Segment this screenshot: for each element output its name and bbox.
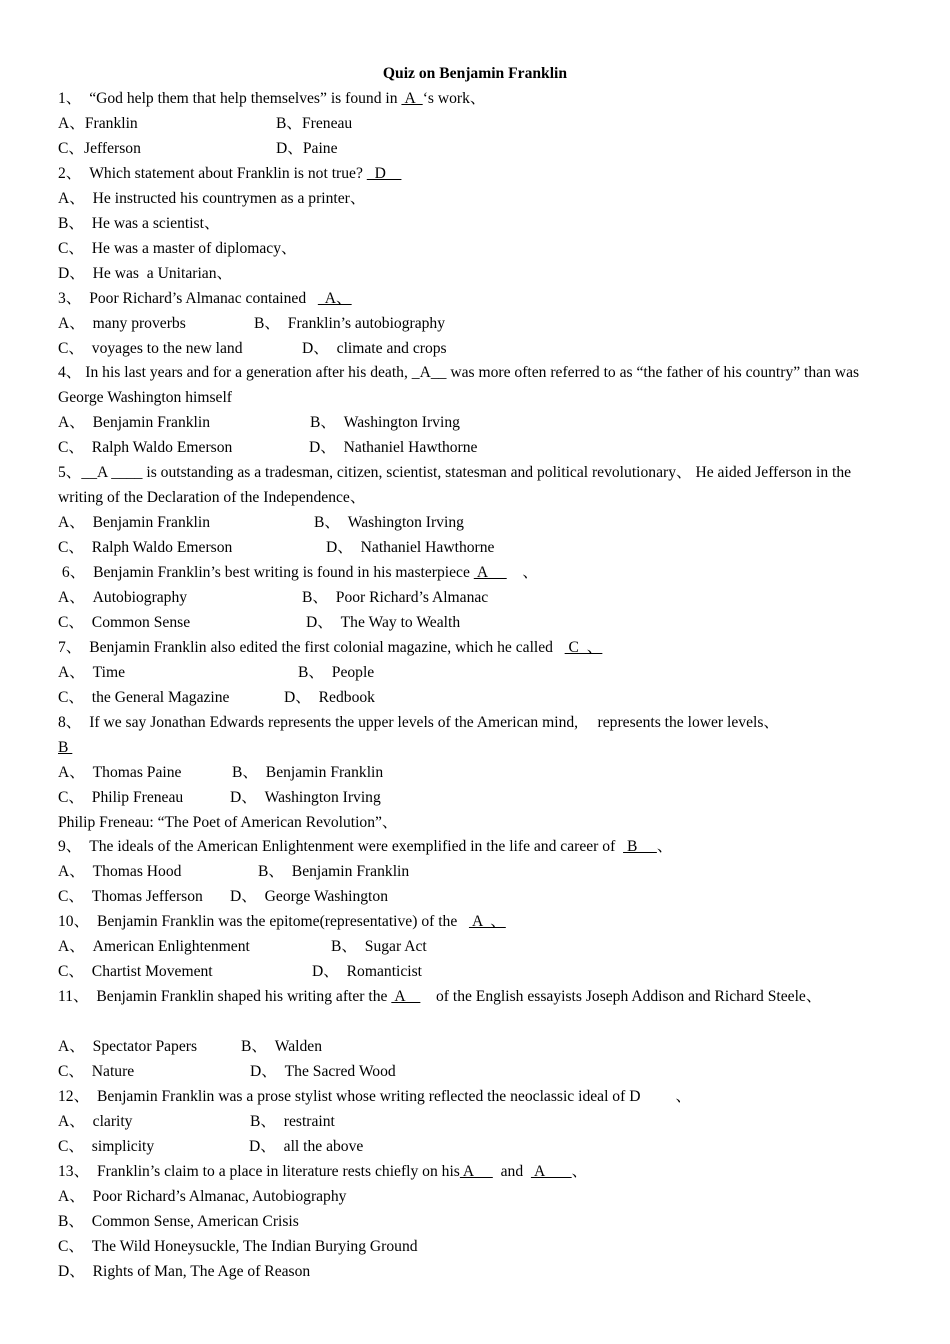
q5-option-c: C、 Ralph Waldo Emerson xyxy=(58,539,233,556)
question-2 xyxy=(58,164,401,184)
question-1-tail: ‘s work、 xyxy=(422,90,486,107)
q6-option-b: B、 Poor Richard’s Almanac xyxy=(302,589,489,606)
question-3-text: 3、 Poor Richard’s Almanac contained xyxy=(58,290,318,307)
question-6-tail: 、 xyxy=(506,564,538,581)
q12-option-a: A、 clarity xyxy=(58,1113,133,1130)
q1-option-d: D、Paine xyxy=(276,140,338,157)
q6-option-c: C、 Common Sense xyxy=(58,614,191,631)
q3-option-c: C、 voyages to the new land xyxy=(58,340,243,357)
q4-option-b: B、 Washington Irving xyxy=(310,414,460,431)
question-7 xyxy=(58,638,602,658)
question-6 xyxy=(58,563,538,583)
q13-option-d: D、 Rights of Man, The Age of Reason xyxy=(58,1263,311,1280)
note-line: Philip Freneau: “The Poet of American Revolution”、 xyxy=(58,814,398,831)
question-13-answer-1: A xyxy=(459,1163,493,1180)
question-13 xyxy=(58,1162,587,1182)
question-11-tail: of the English essayists Joseph Addison and Richard Steele、 xyxy=(420,988,822,1005)
q5-option-d: D、 Nathaniel Hawthorne xyxy=(326,539,495,556)
q12-option-b: B、 restraint xyxy=(250,1113,335,1130)
q8-option-c: C、 Philip Freneau xyxy=(58,789,184,806)
question-13-answer-2: A xyxy=(530,1163,572,1180)
question-8-answer: B xyxy=(58,739,73,756)
question-3 xyxy=(58,289,352,309)
q2-option-d: D、 He was a Unitarian、 xyxy=(58,265,233,282)
question-3-answer: A、 xyxy=(317,290,352,307)
page-title: Quiz on Benjamin Franklin xyxy=(382,65,568,82)
question-9-tail: 、 xyxy=(656,838,673,855)
q7-option-d: D、 Redbook xyxy=(284,689,375,706)
question-2-text: 2、 Which statement about Franklin is not true? xyxy=(58,165,367,182)
q9-option-d: D、 George Washington xyxy=(230,888,388,905)
q3-option-b: B、 Franklin’s autobiography xyxy=(254,315,446,332)
q3-option-d: D、 climate and crops xyxy=(302,340,447,357)
question-7-answer: C 、 xyxy=(564,639,603,656)
q8-option-a: A、 Thomas Paine xyxy=(58,764,182,781)
question-6-text: 6、 Benjamin Franklin’s best writing is found in his masterpiece xyxy=(58,564,474,581)
q11-option-c: C、 Nature xyxy=(58,1063,135,1080)
question-5: 5、__A ____ is outstanding as a tradesman, citizen, scientist, statesman and political revolutionary、 He aided Jefferson in the writing of the Declaration of the Independence、 xyxy=(58,464,852,506)
question-6-answer: A xyxy=(473,564,507,581)
question-13-tail: 、 xyxy=(571,1163,588,1180)
question-10 xyxy=(58,912,506,932)
question-10-answer: A 、 xyxy=(468,913,506,930)
question-1-answer: A xyxy=(401,90,423,107)
q9-option-b: B、 Benjamin Franklin xyxy=(258,863,410,880)
q12-option-d: D、 all the above xyxy=(249,1138,364,1155)
question-1-text: 1、 “God help them that help themselves” is found in xyxy=(58,90,402,107)
question-10-text: 10、 Benjamin Franklin was the epitome(representative) of the xyxy=(58,913,469,930)
q13-option-a: A、 Poor Richard’s Almanac, Autobiography xyxy=(58,1188,347,1205)
q2-option-a: A、 He instructed his countrymen as a printer、 xyxy=(58,190,366,207)
q6-option-d: D、 The Way to Wealth xyxy=(306,614,461,631)
question-13-mid: and xyxy=(492,1163,531,1180)
question-2-answer: D xyxy=(366,165,402,182)
question-11-text: 11、 Benjamin Franklin shaped his writing after the xyxy=(58,988,392,1005)
q4-option-a: A、 Benjamin Franklin xyxy=(58,414,211,431)
q13-option-c: C、 The Wild Honeysuckle, The Indian Burying Ground xyxy=(58,1238,418,1255)
q9-option-a: A、 Thomas Hood xyxy=(58,863,182,880)
q5-option-a: A、 Benjamin Franklin xyxy=(58,514,211,531)
question-13-text: 13、 Franklin’s claim to a place in literature rests chiefly on his xyxy=(58,1163,460,1180)
q1-option-a: A、Franklin xyxy=(58,115,138,132)
q7-option-a: A、 Time xyxy=(58,664,126,681)
q7-option-c: C、 the General Magazine xyxy=(58,689,230,706)
question-12: 12、 Benjamin Franklin was a prose stylist whose writing reflected the neoclassic ideal of D 、 xyxy=(58,1088,692,1105)
q11-option-d: D、 The Sacred Wood xyxy=(250,1063,396,1080)
q10-option-b: B、 Sugar Act xyxy=(331,938,427,955)
q11-option-a: A、 Spectator Papers xyxy=(58,1038,198,1055)
q8-option-b: B、 Benjamin Franklin xyxy=(232,764,384,781)
q1-option-c: C、Jefferson xyxy=(58,140,141,157)
question-9-answer: B xyxy=(623,838,657,855)
q5-option-b: B、 Washington Irving xyxy=(314,514,464,531)
q7-option-b: B、 People xyxy=(298,664,375,681)
q11-option-b: B、 Walden xyxy=(241,1038,323,1055)
question-8: 8、 If we say Jonathan Edwards represents the upper levels of the American mind, represents the lower levels、 xyxy=(58,714,779,731)
question-1 xyxy=(58,89,486,109)
question-11-answer: A xyxy=(391,988,421,1005)
q10-option-d: D、 Romanticist xyxy=(312,963,423,980)
q9-option-c: C、 Thomas Jefferson xyxy=(58,888,203,905)
q10-option-c: C、 Chartist Movement xyxy=(58,963,213,980)
question-11 xyxy=(58,987,821,1007)
question-9 xyxy=(58,837,672,857)
q2-option-b: B、 He was a scientist、 xyxy=(58,215,220,232)
q6-option-a: A、 Autobiography xyxy=(58,589,188,606)
q3-option-a: A、 many proverbs xyxy=(58,315,186,332)
q2-option-c: C、 He was a master of diplomacy、 xyxy=(58,240,297,257)
q13-option-b: B、 Common Sense, American Crisis xyxy=(58,1213,299,1230)
question-4: 4、 In his last years and for a generation after his death, _A__ was more often referred to as “the father of his country” than was George Washington himself xyxy=(58,364,860,406)
question-9-text: 9、 The ideals of the American Enlightenment were exemplified in the life and career of xyxy=(58,838,624,855)
question-7-text: 7、 Benjamin Franklin also edited the first colonial magazine, which he called xyxy=(58,639,565,656)
q8-option-d: D、 Washington Irving xyxy=(230,789,381,806)
q4-option-c: C、 Ralph Waldo Emerson xyxy=(58,439,233,456)
q12-option-c: C、 simplicity xyxy=(58,1138,155,1155)
q1-option-b: B、Freneau xyxy=(276,115,353,132)
q4-option-d: D、 Nathaniel Hawthorne xyxy=(309,439,478,456)
q10-option-a: A、 American Enlightenment xyxy=(58,938,250,955)
